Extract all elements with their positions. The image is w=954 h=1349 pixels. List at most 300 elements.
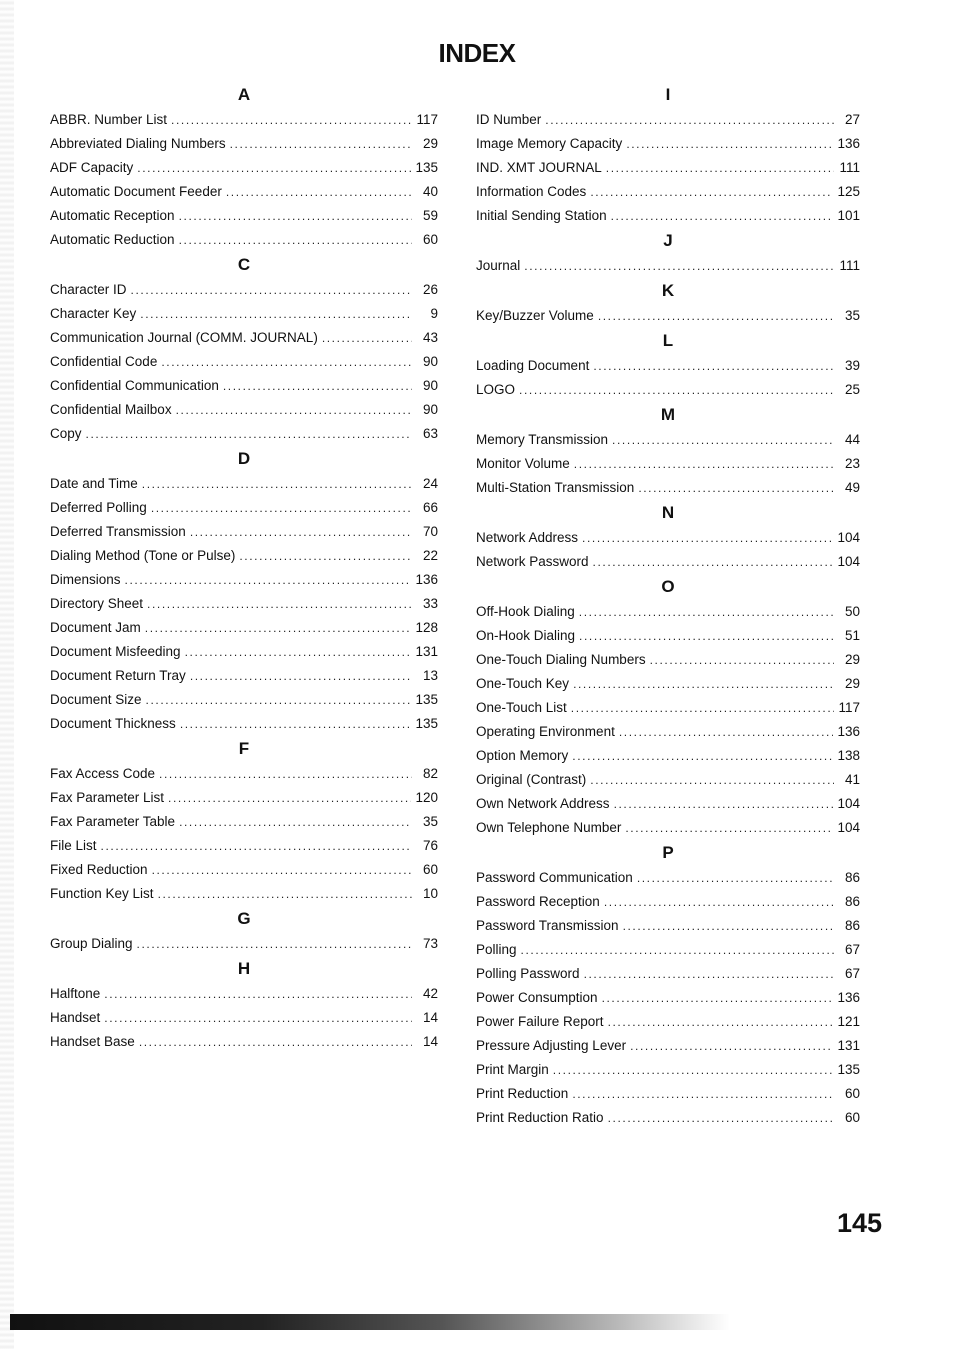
page-title: INDEX (438, 38, 516, 68)
index-entry (476, 1058, 860, 1082)
index-entry-page: 13 (422, 668, 438, 683)
section-letter: L (662, 331, 674, 350)
index-entry (50, 350, 438, 374)
index-entry (50, 1030, 438, 1054)
dot-leader (179, 204, 412, 228)
index-entry-page: 14 (422, 1034, 438, 1049)
dot-leader (553, 1058, 834, 1082)
dot-leader (185, 640, 412, 664)
index-entry-page: 10 (422, 886, 438, 901)
index-entry-term: Power Consumption (476, 990, 598, 1005)
dot-leader (619, 720, 834, 744)
index-entry-term: Password Transmission (476, 918, 619, 933)
index-entry-term: Directory Sheet (50, 596, 144, 611)
index-entry (476, 452, 860, 476)
index-entry-page: 136 (837, 990, 860, 1005)
dot-leader (139, 1030, 412, 1054)
dot-leader (590, 180, 833, 204)
index-entry-term: Handset Base (50, 1034, 135, 1049)
dot-leader (230, 132, 412, 156)
dot-leader (521, 938, 834, 962)
index-entry-page: 49 (844, 480, 860, 495)
index-entry-page: 135 (415, 160, 438, 175)
index-entry-term: IND. XMT JOURNAL (476, 160, 602, 175)
index-entry-page: 51 (844, 628, 860, 643)
index-entry-term: Pressure Adjusting Lever (476, 1038, 627, 1053)
index-entry (476, 720, 860, 744)
index-entry-page: 117 (416, 112, 438, 127)
index-entry (50, 568, 438, 592)
dot-leader (623, 914, 834, 938)
section-letter: D (237, 449, 251, 468)
index-entry-term: Group Dialing (50, 936, 133, 951)
index-entry (476, 254, 860, 278)
section-letter: K (661, 281, 675, 300)
index-entry (476, 156, 860, 180)
scan-binding-edge (0, 0, 14, 1349)
index-entry (476, 1082, 860, 1106)
dot-leader (625, 816, 833, 840)
section-letter: J (663, 231, 673, 250)
index-entry-page: 111 (839, 258, 860, 273)
index-entry (50, 132, 438, 156)
index-entry (50, 302, 438, 326)
dot-leader (151, 496, 412, 520)
index-entry (476, 476, 860, 500)
index-entry-term: Original (Contrast) (476, 772, 587, 787)
dot-leader (572, 1082, 834, 1106)
index-entry-term: File List (50, 838, 97, 853)
index-entry-term: Option Memory (476, 748, 569, 763)
dot-leader (137, 932, 412, 956)
index-entry-page: 135 (837, 1062, 860, 1077)
index-column-left (50, 82, 438, 1054)
dot-leader (626, 132, 833, 156)
index-entry-page: 73 (422, 936, 438, 951)
index-entry (476, 204, 860, 228)
index-entry-term: Automatic Reduction (50, 232, 175, 247)
index-entry (476, 1106, 860, 1130)
dot-leader (611, 204, 834, 228)
index-entry-term: Monitor Volume (476, 456, 570, 471)
index-entry-page: 90 (422, 354, 438, 369)
section-letter: O (661, 577, 675, 596)
index-entry-term: Loading Document (476, 358, 590, 373)
index-entry-page: 90 (422, 402, 438, 417)
index-entry (50, 592, 438, 616)
index-entry-term: Dialing Method (Tone or Pulse) (50, 548, 236, 563)
index-entry-page: 111 (839, 160, 860, 175)
index-entry (50, 640, 438, 664)
dot-leader (180, 712, 412, 736)
index-entry (50, 496, 438, 520)
dot-leader (161, 350, 412, 374)
index-entry-term: Fax Access Code (50, 766, 156, 781)
index-entry-page: 135 (415, 716, 438, 731)
dot-leader (125, 568, 412, 592)
index-entry (50, 834, 438, 858)
index-entry-term: Confidential Mailbox (50, 402, 172, 417)
index-entry-page: 42 (422, 986, 438, 1001)
index-entry-term: Print Reduction Ratio (476, 1110, 604, 1125)
index-entry-page: 90 (422, 378, 438, 393)
index-entry (50, 472, 438, 496)
dot-leader (606, 156, 834, 180)
index-entry (476, 816, 860, 840)
index-entry-term: Dimensions (50, 572, 121, 587)
index-entry-page: 138 (837, 748, 860, 763)
index-entry-term: Fax Parameter List (50, 790, 165, 805)
section-letter: P (662, 843, 674, 862)
dot-leader (593, 354, 834, 378)
dot-leader (104, 982, 412, 1006)
index-entry-page: 26 (422, 282, 438, 297)
index-entry-term: Communication Journal (COMM. JOURNAL) (50, 330, 318, 345)
dot-leader (524, 254, 834, 278)
section-letter: C (237, 255, 251, 274)
index-entry-term: Password Communication (476, 870, 633, 885)
index-entry-term: One-Touch List (476, 700, 567, 715)
index-entry (50, 786, 438, 810)
index-entry-term: Automatic Reception (50, 208, 175, 223)
index-entry (476, 1010, 860, 1034)
index-entry-page: 136 (837, 136, 860, 151)
index-section-h (50, 956, 438, 1054)
index-entry-page: 135 (415, 692, 438, 707)
index-section-l (476, 328, 860, 402)
index-entry-page: 35 (844, 308, 860, 323)
index-entry (50, 762, 438, 786)
index-entry-term: One-Touch Dialing Numbers (476, 652, 646, 667)
index-entry (50, 932, 438, 956)
section-letter: G (237, 909, 251, 928)
dot-leader (179, 810, 412, 834)
index-entry-term: Network Address (476, 530, 579, 545)
index-entry-term: ID Number (476, 112, 542, 127)
dot-leader (572, 744, 833, 768)
index-section-j (476, 228, 860, 278)
index-entry (50, 204, 438, 228)
index-section-m (476, 402, 860, 500)
index-entry-term: One-Touch Key (476, 676, 570, 691)
index-entry (50, 180, 438, 204)
index-entry-term: Character ID (50, 282, 127, 297)
index-section-g (50, 906, 438, 956)
dot-leader (579, 624, 834, 648)
index-entry-term: Document Return Tray (50, 668, 186, 683)
index-entry-page: 29 (844, 676, 860, 691)
dot-leader (650, 648, 834, 672)
index-entry-page: 67 (844, 942, 860, 957)
scan-bottom-bar (10, 1314, 730, 1330)
dot-leader (86, 422, 412, 446)
index-entry-term: On-Hook Dialing (476, 628, 576, 643)
index-entry (50, 228, 438, 252)
index-entry-term: Copy (50, 426, 82, 441)
index-entry-page: 117 (838, 700, 860, 715)
page-number: 145 (836, 1208, 882, 1238)
index-entry (50, 374, 438, 398)
index-entry-term: Memory Transmission (476, 432, 609, 447)
index-entry (476, 132, 860, 156)
index-entry-term: Confidential Code (50, 354, 158, 369)
dot-leader (190, 664, 412, 688)
index-entry (476, 600, 860, 624)
index-entry-page: 66 (422, 500, 438, 515)
index-entry-page: 120 (415, 790, 438, 805)
dot-leader (519, 378, 834, 402)
index-section-p (476, 840, 860, 1130)
index-entry-page: 27 (844, 112, 860, 127)
index-entry-page: 104 (837, 554, 860, 569)
index-entry-page: 50 (844, 604, 860, 619)
index-entry-term: Print Margin (476, 1062, 549, 1077)
index-entry (476, 672, 860, 696)
section-letter: A (237, 85, 251, 104)
section-letter: I (665, 85, 671, 104)
index-entry-page: 35 (422, 814, 438, 829)
dot-leader (602, 986, 834, 1010)
dot-leader (582, 526, 833, 550)
dot-leader (604, 890, 834, 914)
dot-leader (590, 768, 834, 792)
index-entry-page: 125 (837, 184, 860, 199)
index-entry-page: 43 (422, 330, 438, 345)
index-entry-page: 86 (844, 894, 860, 909)
index-entry-term: Information Codes (476, 184, 587, 199)
index-entry (476, 962, 860, 986)
dot-leader (608, 1106, 834, 1130)
index-entry-page: 76 (422, 838, 438, 853)
index-entry-page: 60 (422, 862, 438, 877)
index-entry (476, 890, 860, 914)
dot-leader (176, 398, 412, 422)
dot-leader (159, 762, 412, 786)
dot-leader (179, 228, 412, 252)
index-entry-term: Power Failure Report (476, 1014, 604, 1029)
index-entry-term: Multi-Station Transmission (476, 480, 635, 495)
dot-leader (158, 882, 412, 906)
index-entry-page: 131 (415, 644, 438, 659)
index-entry-page: 60 (844, 1086, 860, 1101)
index-entry-page: 25 (844, 382, 860, 397)
index-section-c (50, 252, 438, 446)
index-entry (476, 696, 860, 720)
index-entry (476, 180, 860, 204)
dot-leader (104, 1006, 412, 1030)
index-entry (50, 520, 438, 544)
index-entry (50, 422, 438, 446)
index-entry-term: Deferred Polling (50, 500, 147, 515)
section-letter: F (238, 739, 250, 758)
index-entry-term: Fax Parameter Table (50, 814, 176, 829)
index-entry-term: Document Misfeeding (50, 644, 181, 659)
index-column-right (476, 82, 860, 1130)
dot-leader (140, 302, 412, 326)
index-entry (476, 304, 860, 328)
dot-leader (608, 1010, 834, 1034)
index-entry-term: Function Key List (50, 886, 154, 901)
index-entry-term: Polling Password (476, 966, 580, 981)
index-section-a (50, 82, 438, 252)
index-entry-page: 104 (837, 530, 860, 545)
index-entry-term: ADF Capacity (50, 160, 134, 175)
index-entry (50, 108, 438, 132)
index-section-f (50, 736, 438, 906)
index-entry-page: 9 (430, 306, 438, 321)
index-entry (50, 156, 438, 180)
index-entry-term: Document Thickness (50, 716, 176, 731)
index-entry-page: 29 (844, 652, 860, 667)
index-section-o (476, 574, 860, 840)
index-entry-term: Date and Time (50, 476, 138, 491)
index-entry-term: Off-Hook Dialing (476, 604, 575, 619)
dot-leader (145, 616, 412, 640)
index-entry (50, 982, 438, 1006)
index-entry-page: 121 (837, 1014, 860, 1029)
index-entry-page: 59 (422, 208, 438, 223)
dot-leader (147, 592, 412, 616)
dot-leader (614, 792, 834, 816)
index-entry (476, 744, 860, 768)
dot-leader (226, 180, 412, 204)
index-entry-term: Handset (50, 1010, 101, 1025)
dot-leader (131, 278, 412, 302)
index-entry (476, 428, 860, 452)
index-entry-term: Abbreviated Dialing Numbers (50, 136, 226, 151)
index-entry (50, 810, 438, 834)
index-section-k (476, 278, 860, 328)
index-entry-page: 29 (422, 136, 438, 151)
index-entry (476, 526, 860, 550)
index-entry (50, 1006, 438, 1030)
index-entry-page: 39 (844, 358, 860, 373)
index-entry-page: 63 (422, 426, 438, 441)
index-entry (476, 624, 860, 648)
index-entry (50, 278, 438, 302)
dot-leader (593, 550, 834, 574)
section-letter: N (661, 503, 675, 522)
index-entry (476, 986, 860, 1010)
index-section-d (50, 446, 438, 736)
dot-leader (239, 544, 412, 568)
index-entry (476, 378, 860, 402)
index-entry-page: 104 (837, 796, 860, 811)
dot-leader (142, 472, 412, 496)
dot-leader (584, 962, 834, 986)
index-entry-page: 22 (422, 548, 438, 563)
index-entry-term: Own Network Address (476, 796, 610, 811)
dot-leader (598, 304, 834, 328)
index-entry (476, 354, 860, 378)
dot-leader (637, 866, 834, 890)
index-entry (50, 616, 438, 640)
index-entry-page: 67 (844, 966, 860, 981)
index-entry (50, 882, 438, 906)
index-entry-page: 14 (422, 1010, 438, 1025)
index-entry-term: Print Reduction (476, 1086, 569, 1101)
dot-leader (612, 428, 834, 452)
index-entry (50, 544, 438, 568)
index-entry (476, 938, 860, 962)
index-entry-page: 82 (422, 766, 438, 781)
index-entry-page: 128 (415, 620, 438, 635)
section-letter: H (237, 959, 251, 978)
index-entry (476, 792, 860, 816)
index-entry-page: 60 (422, 232, 438, 247)
index-entry-term: Halftone (50, 986, 101, 1001)
index-entry-term: Journal (476, 258, 521, 273)
index-entry-page: 101 (837, 208, 860, 223)
index-entry-page: 136 (415, 572, 438, 587)
index-entry-page: 33 (422, 596, 438, 611)
dot-leader (573, 672, 834, 696)
dot-leader (630, 1034, 833, 1058)
index-entry-term: ABBR. Number List (50, 112, 168, 127)
index-entry-page: 41 (844, 772, 860, 787)
index-entry-term: Confidential Communication (50, 378, 219, 393)
dot-leader (137, 156, 411, 180)
index-entry-term: Deferred Transmission (50, 524, 186, 539)
dot-leader (571, 696, 834, 720)
index-section-i (476, 82, 860, 228)
index-entry-term: Polling (476, 942, 517, 957)
index-entry (50, 664, 438, 688)
dot-leader (152, 858, 412, 882)
index-entry (50, 688, 438, 712)
index-entry-term: Image Memory Capacity (476, 136, 623, 151)
index-entry-page: 23 (844, 456, 860, 471)
section-letter: M (660, 405, 676, 424)
index-entry (50, 858, 438, 882)
dot-leader (171, 108, 412, 132)
index-entry (50, 398, 438, 422)
index-entry-term: Automatic Document Feeder (50, 184, 222, 199)
dot-leader (146, 688, 412, 712)
dot-leader (638, 476, 834, 500)
index-entry-term: Password Reception (476, 894, 600, 909)
index-entry-page: 104 (837, 820, 860, 835)
index-entry-page: 24 (422, 476, 438, 491)
index-entry-term: Document Size (50, 692, 142, 707)
dot-leader (545, 108, 834, 132)
index-entry-term: Initial Sending Station (476, 208, 607, 223)
dot-leader (190, 520, 412, 544)
index-entry-term: Character Key (50, 306, 137, 321)
index-entry (476, 648, 860, 672)
index-entry-page: 70 (422, 524, 438, 539)
index-entry-term: Fixed Reduction (50, 862, 148, 877)
dot-leader (574, 452, 834, 476)
index-entry (476, 914, 860, 938)
index-entry-page: 40 (422, 184, 438, 199)
index-entry (476, 1034, 860, 1058)
index-entry-term: Key/Buzzer Volume (476, 308, 594, 323)
index-entry (476, 768, 860, 792)
dot-leader (322, 326, 412, 350)
index-entry-page: 60 (844, 1110, 860, 1125)
index-entry (476, 866, 860, 890)
index-entry (50, 326, 438, 350)
index-entry-page: 86 (844, 870, 860, 885)
index-entry (50, 712, 438, 736)
dot-leader (101, 834, 412, 858)
index-entry-term: Own Telephone Number (476, 820, 622, 835)
dot-leader (168, 786, 411, 810)
index-entry-term: Network Password (476, 554, 589, 569)
index-entry (476, 108, 860, 132)
index-entry-page: 86 (844, 918, 860, 933)
